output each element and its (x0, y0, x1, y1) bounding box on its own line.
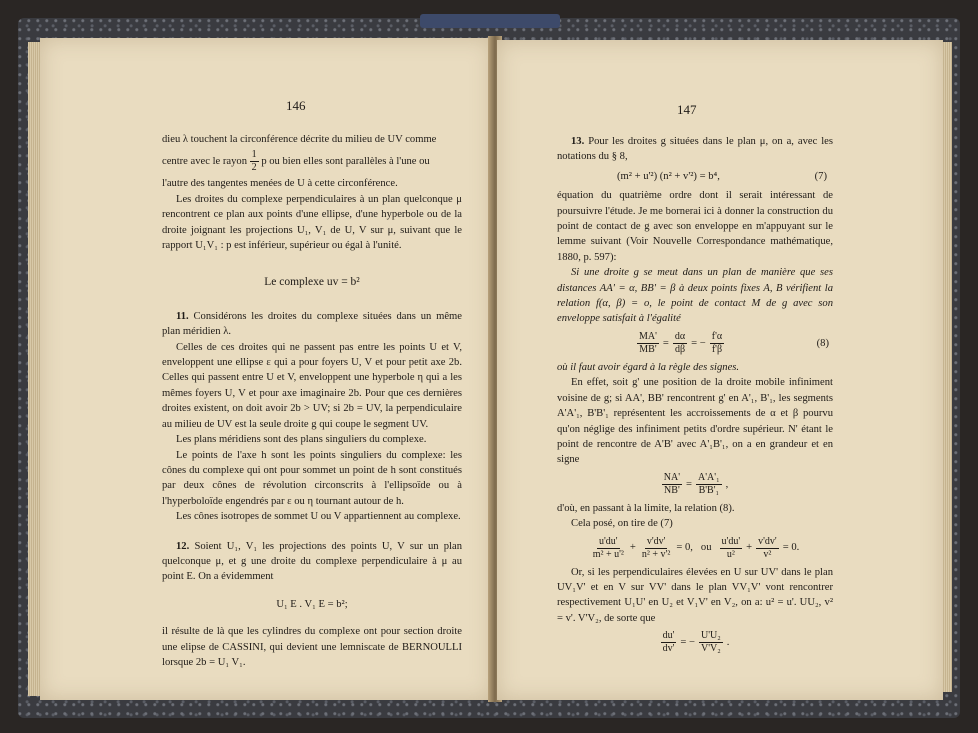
right-page-body (557, 134, 833, 659)
equation-final (557, 630, 833, 655)
paragraph: Les droites du complexe perpendiculaires à un plan quelconque μ rencontrent ce plan aux points d'une ellipse, d'une hyperbole ou de la droite joignant les projections U₁, V₁ de U, V sur μ, suivant que le rapport U₁V₁ : p est inférieur, supérieur ou égal à l'unité. (162, 193, 462, 252)
frac-num: U'U₂ (701, 630, 721, 642)
paragraph: Or, si les perpendiculaires élevées en U sur UV' dans le plan UV₁V' et en V sur VV' dans le plan VV₁V' vont rencontrer respectivement U₁U' en U₂ et V₁V' en V₂, on a: u² = u'. UU₂, v² = v'. V'V₂, de sorte que (557, 566, 833, 624)
frac-num: du' (662, 630, 675, 642)
frac-den: dβ (674, 343, 686, 355)
frac-den: f'β (711, 343, 723, 355)
frac-num: v'dv' (646, 535, 666, 547)
paragraph: Les plans méridiens sont des plans singuliers du complexe. (176, 434, 427, 446)
punctuation: , (725, 478, 729, 490)
equation-tag: (7) (814, 170, 827, 182)
fraction-one-half (250, 149, 259, 174)
fraction (710, 331, 724, 356)
frac-den: m² + u'² (592, 548, 624, 560)
paragraph-12 (162, 539, 462, 585)
fraction (673, 331, 687, 356)
equation-7 (557, 169, 833, 184)
frac-den: MB' (639, 343, 657, 355)
equation-N (557, 472, 833, 497)
text-span: p ou bien elles sont parallèles à l'une ou (261, 156, 430, 168)
lemma: Si une droite g se meut dans un plan de manière que ses distances AA' = α, BB' = β à deux points fixes A, B vérifient la relation f(α, β) = o, le point de contact M de g avec son enveloppe satisfait à l'égalité (557, 267, 833, 325)
fraction (756, 536, 779, 561)
frac-den: dv' (662, 643, 675, 655)
plus-sign: + (629, 542, 636, 554)
text-span: Considérons les droites du complexe situées dans un même plan méridien λ. (162, 310, 462, 338)
fraction (662, 472, 682, 497)
text-line: l'autre des tangentes menées de U à cette circonférence. (162, 178, 398, 190)
punctuation: . (726, 636, 730, 648)
equals-zero: = 0, (676, 542, 693, 554)
paragraph: où il faut avoir égard à la règle des signes. (557, 361, 740, 373)
frac-den: n² + v'² (641, 548, 671, 560)
paragraph: équation du quatrième ordre dont il serait intéressant de poursuivre l'étude. Je me bornerai ici à donner la construction du point de contact de g avec son enveloppe en m'appuyant sur le lemme suivant (Voir Nouvelle Correspondance mathématique, 1880, p. 597): (557, 190, 833, 263)
frac-den: 2 (251, 162, 257, 174)
text-span: Pour les droites g situées dans le plan μ, on a, avec les notations du § 8, (557, 136, 833, 163)
frac-den: B'B'₁ (698, 484, 719, 496)
equation-text: (m² + u'²) (n² + v'²) = b⁴, (617, 170, 720, 182)
plus-sign: + (746, 542, 753, 554)
left-page (40, 38, 492, 700)
fraction (696, 472, 722, 497)
frac-num: u'du' (599, 535, 618, 547)
paragraph: Cela posé, on tire de (7) (571, 518, 673, 530)
frac-num: dα (674, 330, 686, 342)
frac-num: A'A'₁ (698, 471, 720, 483)
page-number-147: 147 (677, 102, 697, 117)
fraction (591, 536, 626, 561)
equals-sign: = (662, 337, 669, 349)
equation-8-body (637, 331, 724, 356)
section-number: 12. (176, 540, 190, 552)
paragraph: d'où, en passant à la limite, la relation (8). (557, 502, 735, 514)
frac-den: NB' (664, 484, 680, 496)
equation-differential (557, 536, 833, 561)
equals-minus-sign: = − (680, 636, 696, 648)
ou-word: ou (700, 542, 712, 554)
frac-num: 1 (251, 149, 257, 161)
fraction (720, 536, 743, 561)
paragraph-13 (557, 134, 833, 165)
fraction (661, 630, 677, 655)
frac-den: v² (763, 548, 772, 560)
spine-band (420, 14, 560, 28)
equation-8 (557, 331, 833, 356)
paragraph: Les cônes isotropes de sommet U ou V appartiennent au complexe. (176, 511, 461, 523)
section-number: 11. (176, 310, 189, 322)
fraction (699, 630, 723, 655)
frac-den: V'V₂ (701, 643, 721, 655)
paragraph: Celles de ces droites qui ne passent pas entre les points U et V, enveloppent une ellipse ε qui a pour foyers U, V et pour petit axe 2b. Celles qui passent entre U et V, enveloppent une hyperbole η qui a les mêmes foyers U, V et pour axe imaginaire 2b. Pour que ces dernières droites existent, on doit avoir 2b > UV; si 2b = UV, la perpendiculaire au milieu de UV est la seule droite g qui coupe le segment UV. (162, 341, 462, 430)
frac-num: NA' (663, 471, 681, 483)
frac-den: u² (726, 548, 735, 560)
equation-tag: (8) (816, 337, 829, 349)
text-line: dieu λ touchent la circonférence décrite du milieu de UV comme (162, 134, 437, 145)
paragraph: il résulte de là que les cylindres du complexe ont pour section droite une elipse de CASSINI, qui devient une lemniscate de BERNOULLI lorsque 2b = U₁ V₁. (162, 626, 462, 668)
fraction (640, 536, 672, 561)
fraction (637, 331, 659, 356)
equals-sign: = (686, 478, 693, 490)
page-number-146: 146 (286, 98, 306, 113)
frac-num: u'du' (721, 535, 741, 547)
equals-minus-sign: = − (691, 337, 706, 349)
text-line (162, 149, 462, 174)
text-span: centre avec le rayon (162, 156, 247, 168)
frac-num: MA' (639, 330, 657, 342)
left-page-body (162, 132, 462, 670)
right-page (497, 40, 943, 700)
section-number: 13. (571, 136, 585, 147)
equals-zero: = 0. (782, 542, 800, 554)
paragraph: Le points de l'axe h sont les points singuliers du complexe: les cônes du complexe qui ont pour sommet un point de h sont constitués par deux cônes de révolution circonscrits à l'ellipsoïde ou à l'hyperboloïde engendrés par ε ou η tournant autour de h. (162, 449, 462, 507)
equation: U₁ E . V₁ E = b²; (276, 598, 348, 610)
section-heading: Le complexe uv = b² (264, 276, 360, 289)
frac-num: v'dv' (758, 535, 777, 547)
paragraph-11 (162, 309, 462, 340)
frac-num: f'α (711, 330, 723, 342)
text-span: Soient U₁, V₁ les projections des points U, V sur un plan quelconque μ, et g une droite du complexe perpendiculaire à μ au point E. On a évidemment (162, 540, 462, 583)
paragraph: En effet, soit g' une position de la droite mobile infiniment voisine de g; si AA', BB' rencontrent g' en A'₁, B'₁, les segments A'A'₁, B'B'₁ représentent les accroissements de α et β pourvu qu'on néglige des infiniment petits d'ordre supérieur. N' étant le point de rencontre de A'B' avec A'₁B'₁, on a en grandeur et en signe (557, 377, 833, 466)
